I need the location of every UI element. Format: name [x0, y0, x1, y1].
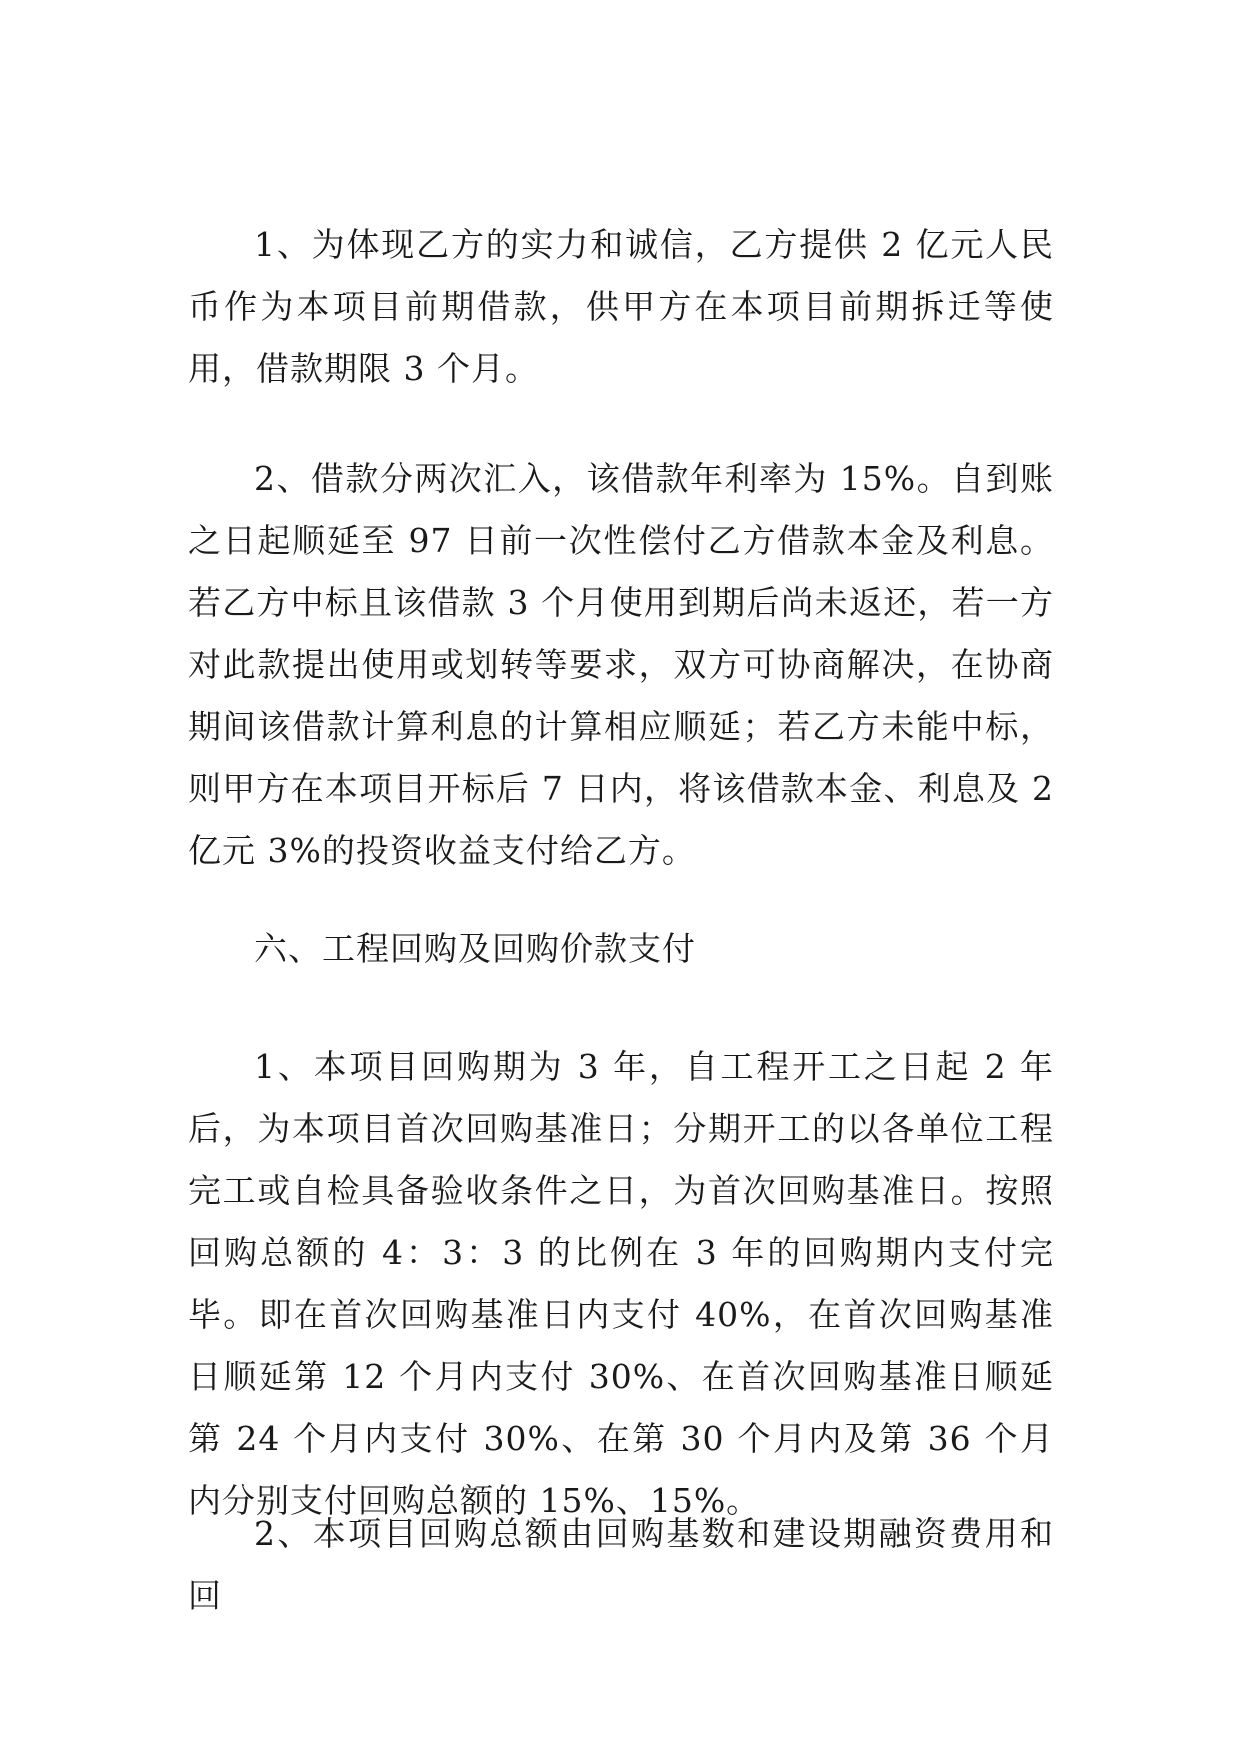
paragraph-loan-amount: 1、为体现乙方的实力和诚信，乙方提供 2 亿元人民币作为本项目前期借款，供甲方在本项目前期拆迁等使用，借款期限 3 个月。 [188, 225, 1054, 388]
paragraph-buyback-period: 1、本项目回购期为 3 年，自工程开工之日起 2 年后，为本项目首次回购基准日；分期开工的以各单位工程完工或自检具备验收条件之日，为首次回购基准日。按照回购总额的 4：3：3 的比例在 3 年的回购期内支付完毕。即在首次回购基准日内支付 40%，在首次回购基准日顺延第 12 个月内支付 30%、在首次回购基准日顺延第 24 个月内支付 30%、在第 30 个月内及第 36 个月内分别支付回购总额的 15%、15%。 [188, 1047, 1054, 1520]
section-heading-buyback: 六、工程回购及回购价款支付 [254, 929, 696, 968]
paragraph-loan-terms: 2、借款分两次汇入，该借款年利率为 15%。自到账之日起顺延至 97 日前一次性偿付乙方借款本金及利息。若乙方中标且该借款 3 个月使用到期后尚未返还，若一方对此款提出使用或划转等要求，双方可协商解决，在协商期间该借款计算利息的计算相应顺延；若乙方未能中标，则甲方在本项目开标后 7 日内，将该借款本金、利息及 2 亿元 3%的投资收益支付给乙方。 [188, 459, 1054, 870]
paragraph-buyback-total: 2、本项目回购总额由回购基数和建设期融资费用和回 [188, 1514, 1054, 1615]
